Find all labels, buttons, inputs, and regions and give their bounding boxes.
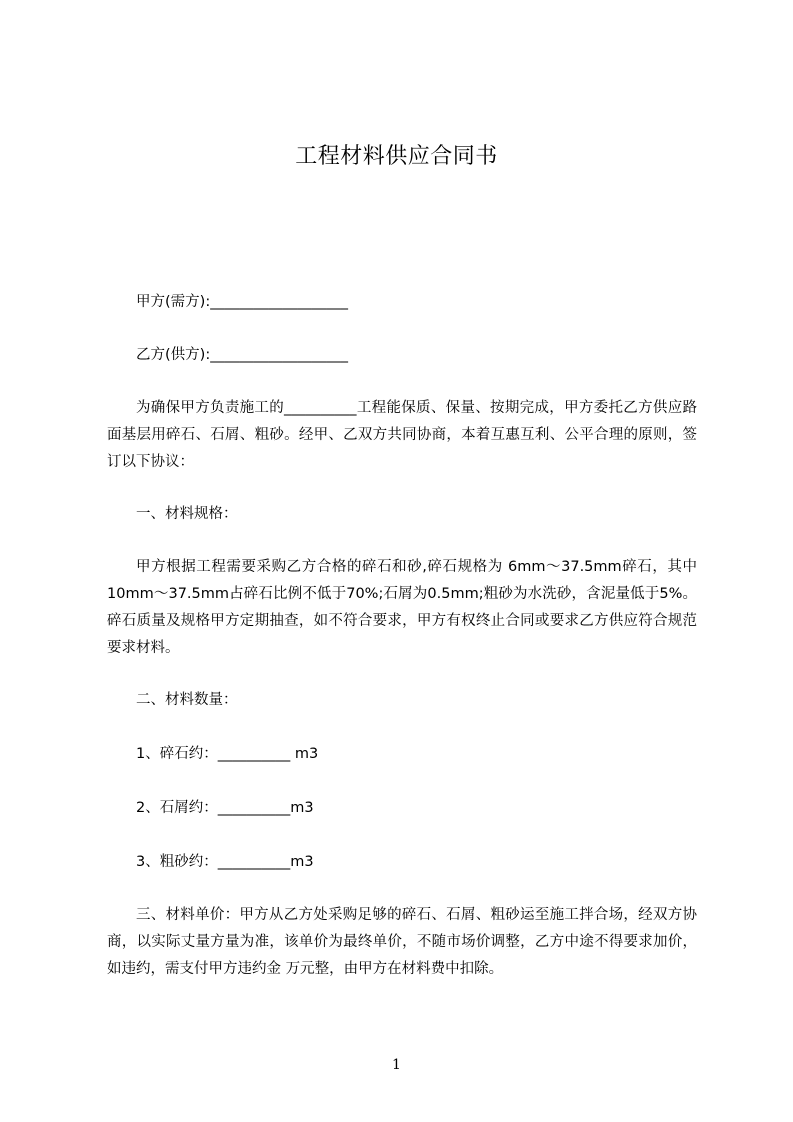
party-a-line: 甲方(需方):___________________ [136,294,348,310]
quantity-item-coarse-sand: 3、粗砂约：__________m3 [136,854,314,870]
section1-heading: 一、材料规格： [136,506,238,522]
section2-heading: 二、材料数量： [136,692,238,708]
document-title: 工程材料供应合同书 [295,144,498,169]
page-number: 1 [392,1057,401,1073]
section1-body: 甲方根据工程需要采购乙方合格的碎石和砂,碎石规格为 6mm～37.5mm碎石，其中10mm～37.5mm占碎石比例不低于70%;石屑为0.5mm;粗砂为水洗砂，含泥量低于5%。碎石质量及规格甲方定期抽查，如不符合要求，甲方有权终止合同或要求乙方供应符合规范要求材料。 [107,559,697,656]
intro-paragraph: 为确保甲方负责施工的__________工程能保质、保量、按期完成，甲方委托乙方供应路面基层用碎石、石屑、粗砂。经甲、乙双方共同协商，本着互惠互利、公平合理的原则，签订以下协议： [107,400,697,470]
quantity-item-gravel: 1、碎石约：__________ m3 [136,746,319,762]
section3-body: 三、材料单价：甲方从乙方处采购足够的碎石、石屑、粗砂运至施工拌合场，经双方协商，以实际丈量方量为准，该单价为最终单价，不随市场价调整，乙方中途不得要求加价，如违约，需支付甲方违约金 万元整，由甲方在材料费中扣除。 [107,907,697,977]
quantity-item-stone-chips: 2、石屑约：__________m3 [136,800,314,816]
party-b-line: 乙方(供方):___________________ [136,347,348,363]
